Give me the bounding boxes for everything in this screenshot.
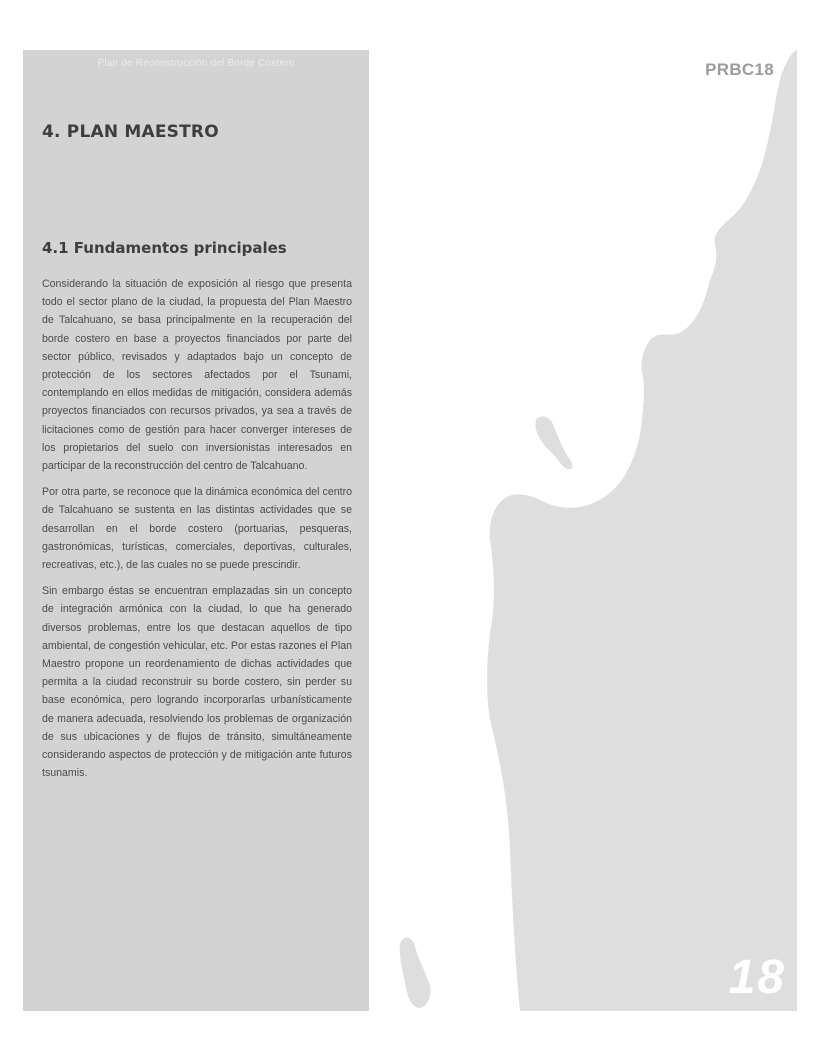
text-panel [23,50,369,1011]
mainland-shape [487,50,797,1011]
running-title: Plan de Reconstrucción del Borde Costero [97,58,295,69]
peninsula-shape [535,416,572,469]
document-code: PRBC18 [705,60,774,79]
page-number: 18 [728,951,786,1004]
paragraph: Sin embargo éstas se encuentran emplazadas sin un concepto de integración armónica con la ciudad, lo que ha generado diversos problemas, entre los que destacan aquellos de tipo ambiental, de congestión vehicular, etc. Por estas razones el Plan Maestro propone un reordenamiento de dichas actividades que permita a la ciudad reconstruir su borde costero, sin perder su base económica, pero logrando incorporarlas urbanísticamente de manera adecuada, resolviendo los problemas de organización de sus ubicaciones y de flujos de tránsito, simultáneamente considerando aspectos de protección y de mitigación ante futuros tsunamis. [42,585,352,780]
island-shape [400,938,431,1008]
body-text [42,275,352,790]
paragraph: Por otra parte, se reconoce que la dinámica económica del centro de Talcahuano se sustenta en las distintas actividades que se desarrollan en el borde costero (portuarias, pesqueras, gastronómicas, turísticas, comerciales, deportivas, culturales, recreativas, etc.), de las cuales no se puede prescindir. [42,486,352,572]
section-title: 4. PLAN MAESTRO [42,122,219,142]
paragraph: Considerando la situación de exposición al riesgo que presenta todo el sector plano de la ciudad, la propuesta del Plan Maestro de Talcahuano, se basa principalmente en la recuperación del borde costero en base a proyectos financiados por parte del sector público, revisados y adaptados bajo un concepto de protección de los sectores afectados por el Tsunami, contemplando en ellos medidas de mitigación, considera además proyectos financiados con recursos privados, ya sea a través de licitaciones como de gestión para hacer converger intereses de los propietarios del suelo con inversionistas interesados en participar de la reconstrucción del centro de Talcahuano. [42,278,352,473]
subsection-title: 4.1 Fundamentos principales [42,239,287,257]
